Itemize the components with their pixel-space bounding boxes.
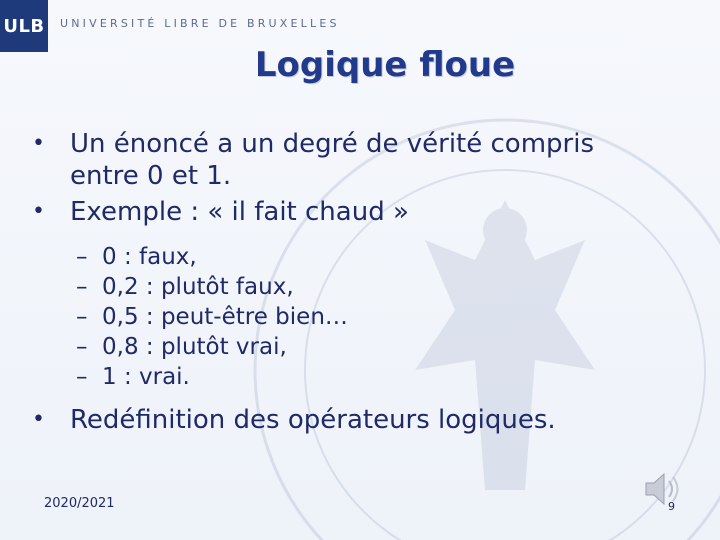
bullet-text: Exemple : « il fait chaud »: [70, 197, 409, 227]
footer-year: 2020/2021: [44, 496, 115, 511]
dash-icon: –: [76, 274, 88, 300]
logo-text: ULB: [3, 15, 45, 37]
bullet-text: Redéfinition des opérateurs logiques.: [70, 405, 556, 435]
sub-item-text: 0,5 : peut-être bien…: [102, 304, 348, 330]
sub-item: [32, 332, 692, 362]
bullet-icon: •: [32, 131, 45, 156]
bullet-icon: •: [32, 199, 45, 224]
sub-item: [32, 242, 692, 272]
page-number: 9: [668, 500, 675, 513]
slide-content: [32, 128, 692, 436]
sub-item-text: 0,2 : plutôt faux,: [102, 274, 294, 300]
slide-title: Logique floue: [254, 45, 516, 85]
sub-item: [32, 272, 692, 302]
dash-icon: –: [76, 364, 88, 390]
dash-icon: –: [76, 334, 88, 360]
sub-item-text: 0 : faux,: [102, 244, 197, 270]
bullet-item: [32, 404, 692, 436]
sub-item: [32, 362, 692, 392]
speaker-icon[interactable]: [640, 466, 686, 512]
sub-item: [32, 302, 692, 332]
bullet-item: [32, 128, 692, 192]
sub-item-text: 1 : vrai.: [102, 364, 190, 390]
bullet-text: Un énoncé a un degré de vérité compris entre 0 et 1.: [70, 129, 594, 191]
bullet-item: [32, 196, 692, 228]
dash-icon: –: [76, 304, 88, 330]
dash-icon: –: [76, 244, 88, 270]
university-name: UNIVERSITÉ LIBRE DE BRUXELLES: [60, 17, 340, 30]
sub-item-text: 0,8 : plutôt vrai,: [102, 334, 287, 360]
bullet-icon: •: [32, 407, 45, 432]
